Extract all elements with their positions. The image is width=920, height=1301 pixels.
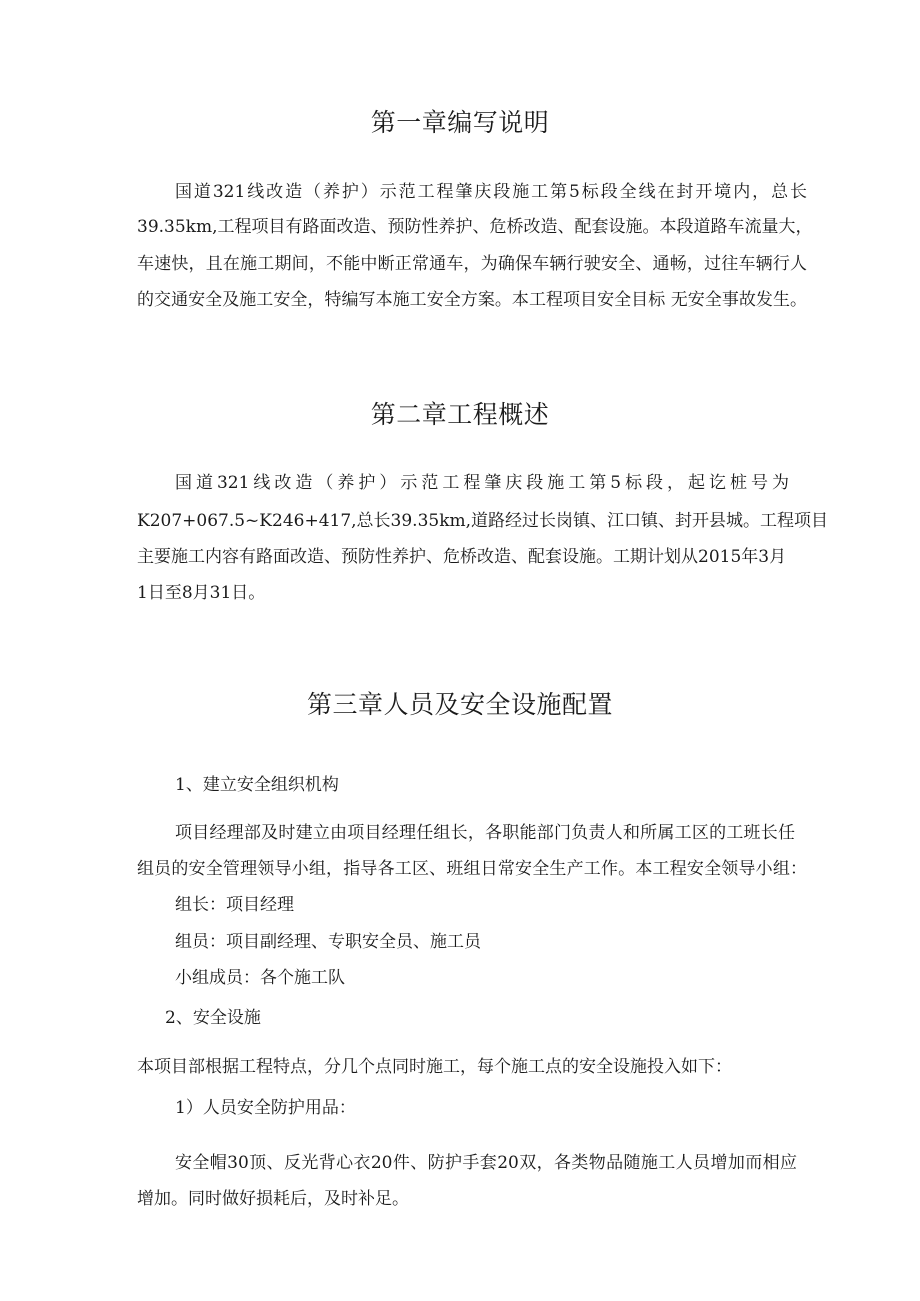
- chapter-2-line-3: 主要施工内容有路面改造、预防性养护、危桥改造、配套设施。工期计划从2015年3月: [137, 547, 787, 567]
- chapter-3-line-1: 项目经理部及时建立由项目经理任组长，各职能部门负责人和所属工区的工班长任: [175, 823, 795, 843]
- chapter-1-line-4: 的交通安全及施工安全，特编写本施工安全方案。本工程项目安全目标 无安全事故发生。: [137, 290, 807, 310]
- chapter-3-line-4: 安全帽30顶、反光背心衣20件、防护手套20双，各类物品随施工人员增加而相应: [175, 1153, 797, 1173]
- chapter-1-line-3: 车速快，且在施工期间，不能中断正常通车，为确保车辆行驶安全、通畅，过往车辆行人: [137, 254, 807, 274]
- section-heading-1: 1、建立安全组织机构: [175, 775, 339, 795]
- chapter-2-line-2: K207+067.5~K246+417,总长39.35km,道路经过长岗镇、江口镇、封开县城。工程项目: [137, 511, 829, 531]
- chapter-3-title: 第三章人员及安全设施配置: [306, 690, 613, 719]
- chapter-1-line-1: 国道321线改造（养护）示范工程肇庆段施工第5标段全线在封开境内，总长: [175, 182, 807, 202]
- chapter-2-title: 第二章工程概述: [370, 400, 550, 429]
- chapter-3-line-2: 组员的安全管理领导小组，指导各工区、班组日常安全生产工作。本工程安全领导小组：: [137, 859, 807, 879]
- team-line: 小组成员：各个施工队: [175, 968, 345, 988]
- chapter-3-line-3: 本项目部根据工程特点，分几个点同时施工，每个施工点的安全设施投入如下：: [137, 1057, 732, 1077]
- chapter-2-line-1: 国道321线改造（养护）示范工程肇庆段施工第5标段，起讫桩号为: [175, 473, 789, 493]
- chapter-3-line-5: 增加。同时做好损耗后，及时补足。: [137, 1189, 409, 1209]
- chapter-1-line-2: 39.35km,工程项目有路面改造、预防性养护、危桥改造、配套设施。本段道路车流量大，: [137, 217, 813, 237]
- chapter-2-line-4: 1日至8月31日。: [137, 583, 266, 603]
- subsection-heading-1: 1）人员安全防护用品：: [175, 1098, 356, 1118]
- section-heading-2: 2、安全设施: [165, 1008, 261, 1028]
- chapter-1-title: 第一章编写说明: [370, 108, 550, 137]
- leader-line: 组长：项目经理: [175, 895, 294, 915]
- members-line: 组员：项目副经理、专职安全员、施工员: [175, 932, 481, 952]
